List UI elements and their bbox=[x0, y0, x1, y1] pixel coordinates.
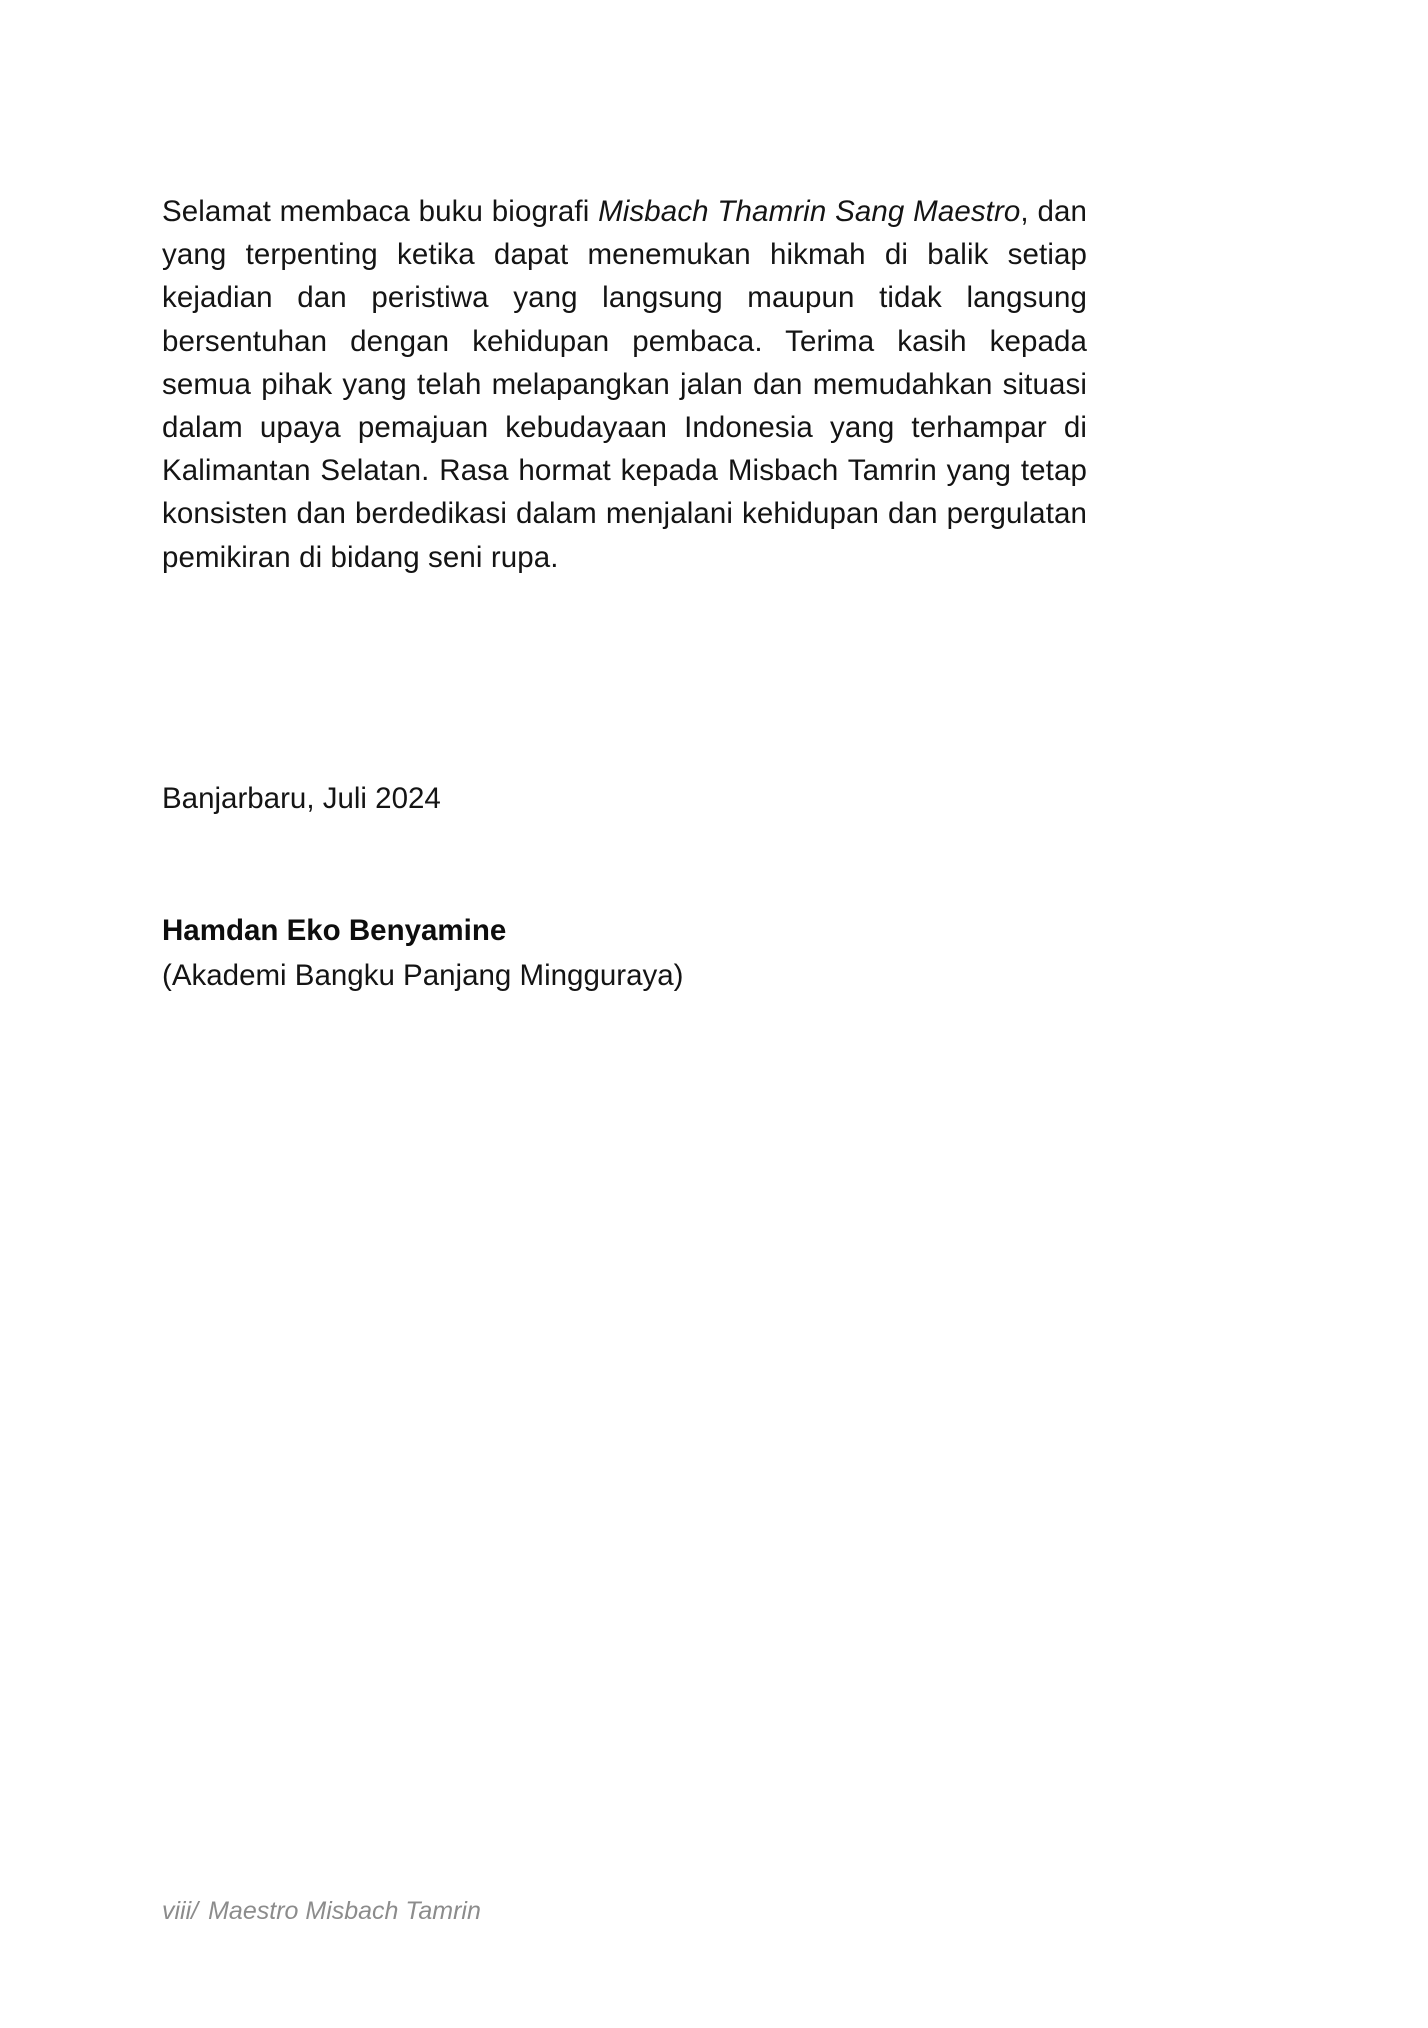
page-footer bbox=[162, 1894, 481, 1928]
closing-paragraph bbox=[162, 190, 1087, 579]
signature-name: Hamdan Eko Benyamine bbox=[162, 914, 507, 947]
footer-page-number: viii/ bbox=[162, 1897, 199, 1925]
signature-block bbox=[162, 908, 962, 998]
body-text-block bbox=[162, 190, 1087, 579]
paragraph-rest-text: , dan yang terpenting ketika dapat menemukan hikmah di balik setiap kejadian dan peristiwa yang langsung maupun tidak langsung bersentuhan dengan kehidupan pembaca. Terima kasih kepada semua pihak yang telah melapangkan jalan dan memudahkan situasi dalam upaya pemajuan kebudayaan Indonesia yang terhampar di Kalimantan Selatan. Rasa hormat kepada Misbach Tamrin yang tetap konsisten dan berdedikasi dalam menjalani kehidupan dan pergulatan pemikiran di bidang seni rupa. bbox=[162, 195, 1088, 574]
signature-affiliation: (Akademi Bangku Panjang Mingguraya) bbox=[162, 959, 684, 992]
footer-running-title: Maestro Misbach Tamrin bbox=[208, 1897, 481, 1925]
paragraph-lead-text: Selamat membaca buku biografi bbox=[162, 195, 599, 228]
date-line: Banjarbaru, Juli 2024 bbox=[162, 782, 441, 815]
book-title-italic: Misbach Thamrin Sang Maestro bbox=[598, 195, 1021, 228]
